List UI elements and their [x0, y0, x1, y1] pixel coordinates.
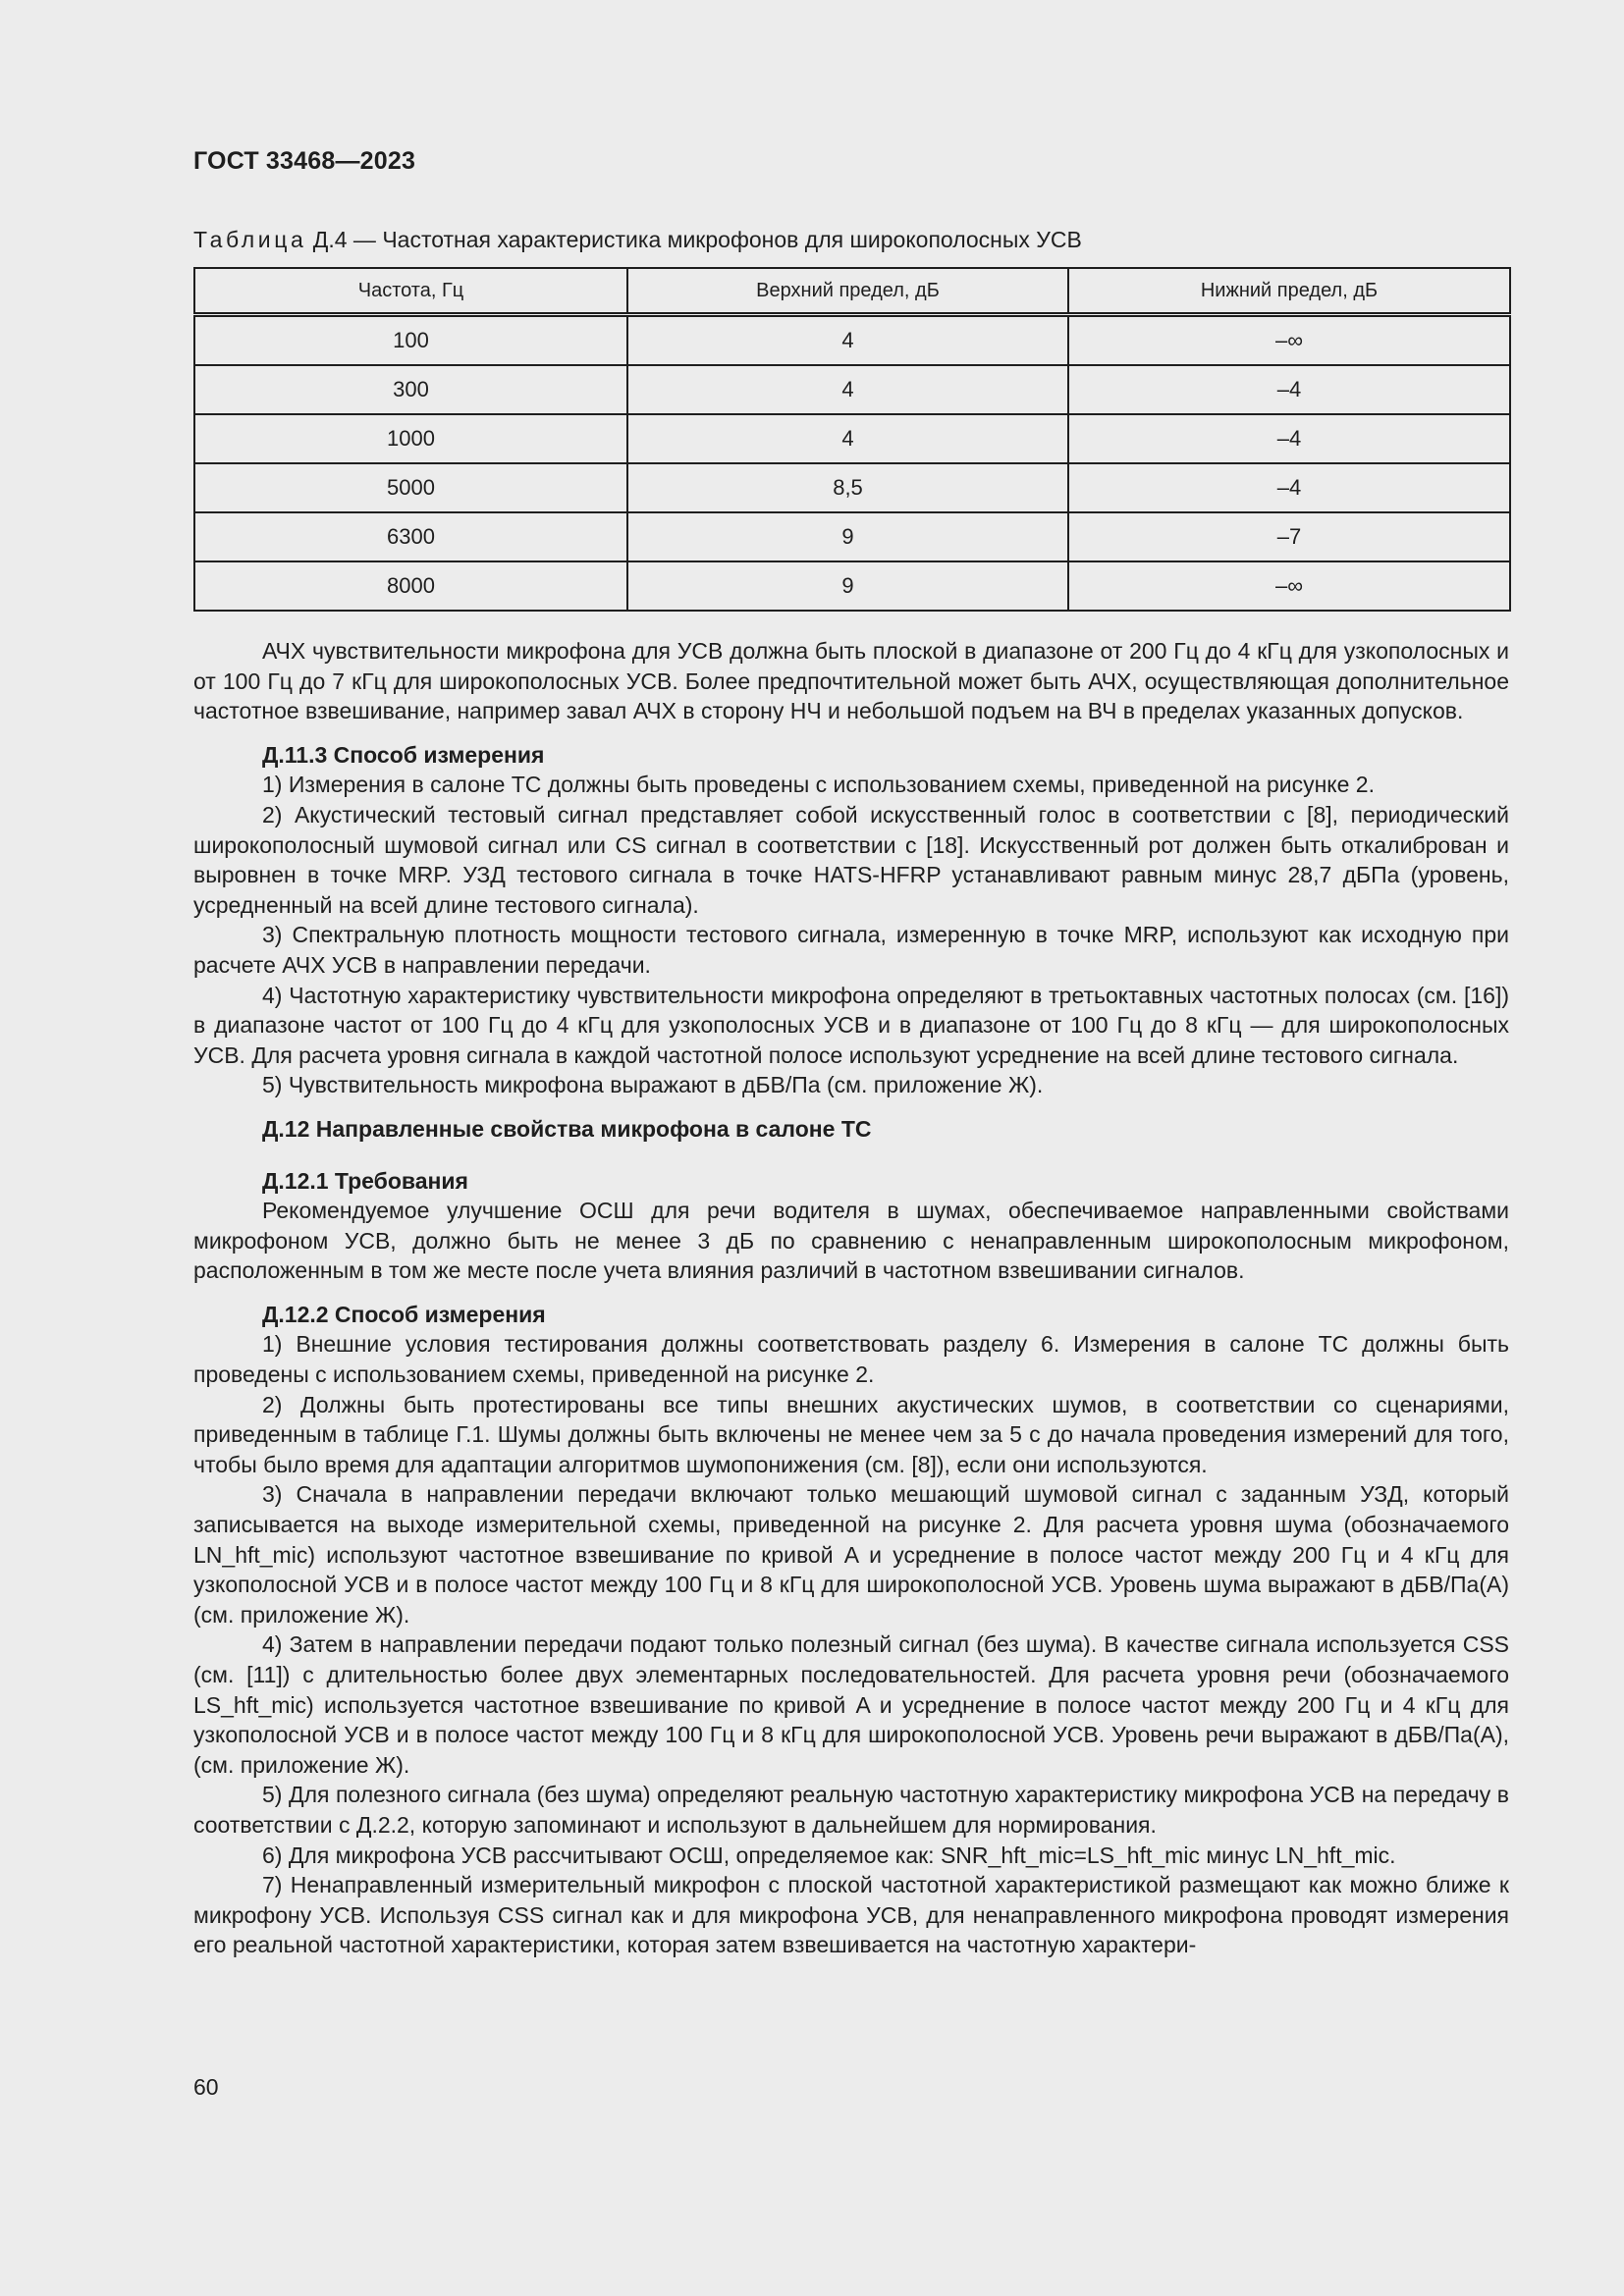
heading-d12-1: Д.12.1 Требования	[262, 1167, 468, 1194]
table-header-row	[194, 268, 1510, 315]
table-row	[194, 365, 1510, 414]
table-caption-label: Таблица	[193, 227, 307, 252]
page-number: 60	[193, 2074, 219, 2100]
list-item: 5) Для полезного сигнала (без шума) определяют реальную частотную характеристику микрофона УСВ на передачу в соответствии с Д.2.2, которую запоминают и используют в дальнейшем для нормирования.	[193, 1782, 1509, 1838]
cell-frequency: 8000	[194, 561, 627, 611]
heading-d12-2: Д.12.2 Способ измерения	[262, 1301, 546, 1327]
cell-upper-limit: 9	[627, 512, 1068, 561]
cell-frequency: 100	[194, 315, 627, 366]
frequency-response-table	[193, 267, 1511, 612]
list-item: 1) Измерения в салоне ТС должны быть проведены с использованием схемы, приведенной на рисунке 2.	[262, 772, 1375, 798]
table-row	[194, 561, 1510, 611]
cell-frequency: 1000	[194, 414, 627, 463]
cell-lower-limit: –4	[1068, 414, 1510, 463]
cell-lower-limit: –4	[1068, 463, 1510, 512]
list-item: 1) Внешние условия тестирования должны соответствовать разделу 6. Измерения в салоне ТС должны быть проведены с использованием схемы, приведенной на рисунке 2.	[193, 1331, 1509, 1388]
cell-upper-limit: 4	[627, 414, 1068, 463]
table-row	[194, 414, 1510, 463]
table-row	[194, 315, 1510, 366]
list-item: 6) Для микрофона УСВ рассчитывают ОСШ, определяемое как: SNR_hft_mic=LS_hft_mic минус LN_hft_mic.	[262, 1842, 1396, 1868]
column-header-upper-limit: Верхний предел, дБ	[627, 268, 1068, 315]
column-header-lower-limit: Нижний предел, дБ	[1068, 268, 1510, 315]
list-item: 3) Сначала в направлении передачи включают только мешающий шумовой сигнал с заданным УЗД, который записывается на выходе измерительной схемы, приведенной на рисунке 2. Для расчета уровня шума (обозначаемого LN_hft_mic) используют частотное взвешивание по кривой A и усреднение в полосе частот между 200 Гц и 4 кГц для узкополосной УСВ и в полосе частот между 100 Гц и 8 кГц для широкополосной УСВ. Уровень шума выражают в дБВ/Па(A) (см. приложение Ж).	[193, 1481, 1509, 1628]
paragraph-afr-requirement: АЧХ чувствительности микрофона для УСВ должна быть плоской в диапазоне от 200 Гц до 4 кГц для узкополосных и от 100 Гц до 7 кГц для широкополосных УСВ. Более предпочтительной может быть АЧХ, осуществляющая дополнительное частотное взвешивание, например завал АЧХ в сторону НЧ и небольшой подъем на ВЧ в пределах указанных допусков.	[193, 638, 1509, 724]
list-item: 2) Должны быть протестированы все типы внешних акустических шумов, в соответствии со сценариями, приведенным в таблице Г.1. Шумы должны быть включены не менее чем за 5 с до начала проведения измерений для того, чтобы было время для адаптации алгоритмов шумопонижения (см. [8]), если они используются.	[193, 1391, 1509, 1477]
heading-d12: Д.12 Направленные свойства микрофона в салоне ТС	[262, 1115, 872, 1142]
body-text	[193, 636, 1509, 1960]
list-item: 5) Чувствительность микрофона выражают в дБВ/Па (см. приложение Ж).	[262, 1072, 1044, 1098]
document-header: ГОСТ 33468—2023	[193, 147, 416, 175]
column-header-frequency: Частота, Гц	[194, 268, 627, 315]
heading-d11-3: Д.11.3 Способ измерения	[262, 741, 545, 768]
list-item: 2) Акустический тестовый сигнал представляет собой искусственный голос в соответствии с [8], периодический широкополосный шумовой сигнал или CS сигнал в соответствии с [18]. Искусственный рот должен быть откалиброван и выровнен в точке MRP. УЗД тестового сигнала в точке HATS-HFRP устанавливают равным минус 28,7 дБПа (уровень, усредненный на всей длине тестового сигнала).	[193, 801, 1509, 918]
table-row	[194, 463, 1510, 512]
cell-frequency: 6300	[194, 512, 627, 561]
table-caption	[193, 227, 1082, 253]
cell-frequency: 5000	[194, 463, 627, 512]
list-item: 3) Спектральную плотность мощности тестового сигнала, измеренную в точке MRP, используют как исходную при расчете АЧХ УСВ в направлении передачи.	[193, 922, 1509, 978]
table-row	[194, 512, 1510, 561]
cell-upper-limit: 4	[627, 315, 1068, 366]
cell-upper-limit: 8,5	[627, 463, 1068, 512]
list-item: 4) Затем в направлении передачи подают только полезный сигнал (без шума). В качестве сигнала используется CSS (см. [11]) с длительностью более двух элементарных последовательностей. Для расчета уровня речи (обозначаемого LS_hft_mic) используется частотное взвешивание по кривой A и усреднение в полосе частот между 200 Гц и 4 кГц для узкополосной УСВ и в полосе частот между 100 Гц и 8 кГц для широкополосной УСВ. Уровень речи выражают в дБВ/Па(A), (см. приложение Ж).	[193, 1631, 1509, 1778]
cell-lower-limit: –7	[1068, 512, 1510, 561]
cell-frequency: 300	[194, 365, 627, 414]
cell-upper-limit: 9	[627, 561, 1068, 611]
cell-upper-limit: 4	[627, 365, 1068, 414]
cell-lower-limit: –4	[1068, 365, 1510, 414]
list-item: 4) Частотную характеристику чувствительности микрофона определяют в третьоктавных частотных полосах (см. [16]) в диапазоне частот от 100 Гц до 4 кГц для узкополосных УСВ и в диапазоне от 100 Гц до 8 кГц — для широкополосных УСВ. Для расчета уровня сигнала в каждой частотной полосе используют усреднение на всей длине тестового сигнала.	[193, 982, 1509, 1068]
table-caption-title: Д.4 — Частотная характеристика микрофонов для широкополосных УСВ	[306, 227, 1082, 252]
cell-lower-limit: –∞	[1068, 561, 1510, 611]
paragraph-snr-requirement: Рекомендуемое улучшение ОСШ для речи водителя в шумах, обеспечиваемое направленными свойствами микрофоном УСВ, должно быть не менее 3 дБ по сравнению с ненаправленным широкополосным микрофоном, расположенным в том же месте после учета влияния различий в частотном взвешивании сигналов.	[193, 1198, 1509, 1284]
list-item: 7) Ненаправленный измерительный микрофон с плоской частотной характеристикой размещают как можно ближе к микрофону УСВ. Используя CSS сигнал как и для микрофона УСВ, для ненаправленного микрофона проводят измерения его реальной частотной характеристики, которая затем взвешивается на частотную характери-	[193, 1872, 1509, 1958]
cell-lower-limit: –∞	[1068, 315, 1510, 366]
